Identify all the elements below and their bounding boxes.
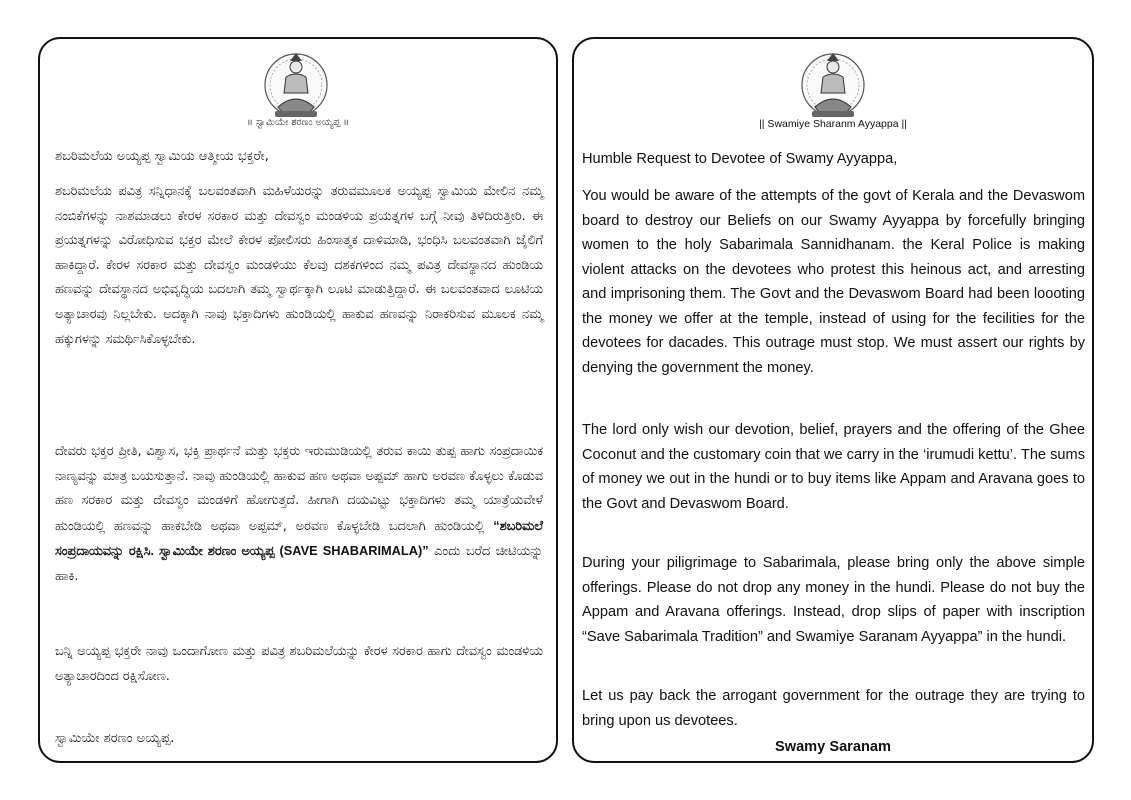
paragraph-2-text: ದೇವರು ಭಕ್ತರ ಪ್ರೀತಿ, ವಿಶ್ವಾಸ, ಭಕ್ತಿ ಪ್ರಾರ್ಥನೆ ಮತ್ತು ಭಕ್ತರು ಇರುಮುಡಿಯಲ್ಲಿ ತರುವ ಕಾಯಿ ತುಪ್ಪ ಹಾಗು ಸಂಪ್ರದಾಯಿಕ ನಾಣ್ಯವನ್ನು ಮಾತ್ರ ಬಯಸುತ್ತಾನೆ. ನಾವು ಹುಂಡಿಯಲ್ಲಿ ಹಾಕುವ ಹಣ ಅಥವಾ ಅಪ್ಪಮ್ ಹಾಗು ಅರವಣ ಕೊಳ್ಳಲು ಕೊಡುವ ಹಣ ಸರಕಾರ ಮತ್ತು ದೇವಸ್ವಂ ಮಂಡಳಿಗೆ ಹೋಗುತ್ತದೆ. ಹೀಗಾಗಿ ದಯವಿಟ್ಟು ಭಕ್ತಾದಿಗಳು ತಮ್ಮ ಯಾತ್ರೆಯವೇಳೆ ಹುಂಡಿಯಲ್ಲಿ ಹಣವನ್ನು ಹಾಕಬೇಡಿ ಅಥವಾ ಅಪ್ಪಮ್, ಅರವಣ ಕೊಳ್ಳಬೇಡಿ ಬದಲಾಗಿ ಹುಂಡಿಯಲ್ಲಿ <box>55 444 543 534</box>
closing-line: ಸ್ವಾಮಿಯೇ ಶರಣಂ ಅಯ್ಯಪ್ಪ. <box>55 731 175 746</box>
kannada-panel <box>38 37 558 763</box>
paragraph-1: ಶಬರಿಮಲೆಯ ಪವಿತ್ರ ಸನ್ನಿಧಾನಕ್ಕೆ ಬಲವಂತವಾಗಿ ಮಹಿಳೆಯರನ್ನು ತರುವಮೂಲಕ ಅಯ್ಯಪ್ಪ ಸ್ವಾಮಿಯ ಮೇಲಿನ ನಮ್ಮ ನಂಬಿಕೆಗಳನ್ನು ನಾಶಮಾಡಲು ಕೇರಳ ಸರಕಾರ ಮತ್ತು ದೇವಸ್ವಂ ಮಂಡಳಿಯ ಪ್ರಯತ್ನಗಳ ಬಗ್ಗೆ ನೀವು ತಿಳಿದಿರುತ್ತೀರಿ. ಈ ಪ್ರಯತ್ನಗಳನ್ನು ವಿರೋಧಿಸುವ ಭಕ್ತರ ಮೇಲೆ ಕೇರಳ ಪೋಲಿಸರು ಹಿಂಸಾತ್ಮಕ ದಾಳಿಮಾಡಿ, ಭಂಧಿಸಿ ಬಲವಂತವಾಗಿ ಜೈಲಿಗೆ ಹಾಕಿದ್ದಾರೆ. ಕೇರಳ ಸರಕಾರ ಮತ್ತು ದೇವಸ್ವಂ ಮಂಡಳಿಯು ಕೆಲವು ದಶಕಗಳಿಂದ ನಮ್ಮ ಪವಿತ್ರ ದೇವಸ್ಥಾನದ ಹುಂಡಿಯ ಹಣವನ್ನು ದೇವಸ್ಥಾನದ ಅಭಿವೃದ್ಧಿಯ ಬದಲಾಗಿ ತಮ್ಮ ಸ್ವಾರ್ಥಕ್ಕಾಗಿ ಲೂಟಿ ಮಾಡುತ್ತಿದ್ದಾರೆ. ಈ ಬಲವಂತವಾದ ಲೂಟಿಯ ಅತ್ಯಾಚಾರವು ನಿಲ್ಲಬೇಕು. ಅದಕ್ಕಾಗಿ ನಾವು ಭಕ್ತಾದಿಗಳು ಹುಂಡಿಯಲ್ಲಿ ಹಾಕುವ ಹಣವನ್ನು ನಿರಾಕರಿಸುವ ಮೂಲಕ ನಮ್ಮ ಹಕ್ಕುಗಳನ್ನು ಸಮರ್ಥಿಸಿಕೊಳ್ಳಬೇಕು. <box>55 184 543 347</box>
paragraph-2 <box>55 440 543 590</box>
save-shabarimala-slogan: “ಶಬರಿಮಲೆ ಸಂಪ್ರದಾಯವನ್ನು ರಕ್ಷಿಸಿ. ಸ್ವಾಮಿಯೇ ಶರಣಂ ಅಯ್ಯಪ್ಪ (SAVE SHABARIMALA)” <box>55 517 543 559</box>
english-panel <box>572 37 1094 763</box>
invocation-heading: ॥ ಸ್ವಾಮಿಯೇ ಶರಣಂ ಅಯ್ಯಪ್ಪ ॥ <box>247 117 349 128</box>
greeting: ಶಬರಿಮಲೆಯ ಅಯ್ಯಪ್ಪ ಸ್ವಾಮಿಯ ಆತ್ಮೀಯ ಭಕ್ತರೇ, <box>55 149 269 164</box>
paragraph-2-tail: ಎಂದು ಬರೆದ ಚೀಟಿಯನ್ನು ಹಾಕಿ. <box>55 544 543 584</box>
paragraph-1: You would be aware of the attempts of the govt of Kerala and the Devaswom board to destroy our Beliefs on our Swamy Ayyappa by forcefully bringing women to the holy Sabarimala Sannidhanam. the Keral Police is making violent attacks on the devotees who protest this heinous act, and arresting and imprisoning them. The Govt and the Devaswom Board had been loooting the money we offer at the temple, instead of using for the fecilities for the devotees for dacades. This outrage must stop. We must assert our rights by denying the government the money. <box>582 188 1085 376</box>
paragraph-4: Let us pay back the arrogant government for the outrage they are trying to bring upon us devotees. <box>582 688 1085 729</box>
greeting: Humble Request to Devotee of Swamy Ayyappa, <box>582 151 898 167</box>
paragraph-2: The lord only wish our devotion, belief, prayers and the offering of the Ghee Coconut and the customary coin that we carry in the ‘irumudi kettu’. The sums of money we out in the hundi or to buy items like Appam and Aravana goes to the Govt and Devaswom Board. <box>582 422 1085 512</box>
paragraph-3: ಬನ್ನಿ ಅಯ್ಯಪ್ಪ ಭಕ್ತರೇ ನಾವು ಒಂದಾಗೋಣ ಮತ್ತು ಪವಿತ್ರ ಶಬರಿಮಲೆಯನ್ನು ಕೇರಳ ಸರಕಾರ ಹಾಗು ದೇವಸ್ವಂ ಮಂಡಳಿಯ ಅತ್ಯಾಚಾರದಿಂದ ರಕ್ಷಿಸೋಣ. <box>55 644 543 684</box>
paragraph-3: During your piligrimage to Sabarimala, please bring only the above simple offerings. Please do not drop any money in the hundi. Please do not buy the Appam and Aravana offerings. Instead, drop slips of paper with inscription “Save Sabarimala Tradition” and Swamiye Saranam Ayyappa” in the hundi. <box>582 555 1085 645</box>
sign-off: Swamy Saranam <box>774 739 891 755</box>
invocation-heading: || Swamiye Sharanm Ayyappa || <box>759 118 907 130</box>
